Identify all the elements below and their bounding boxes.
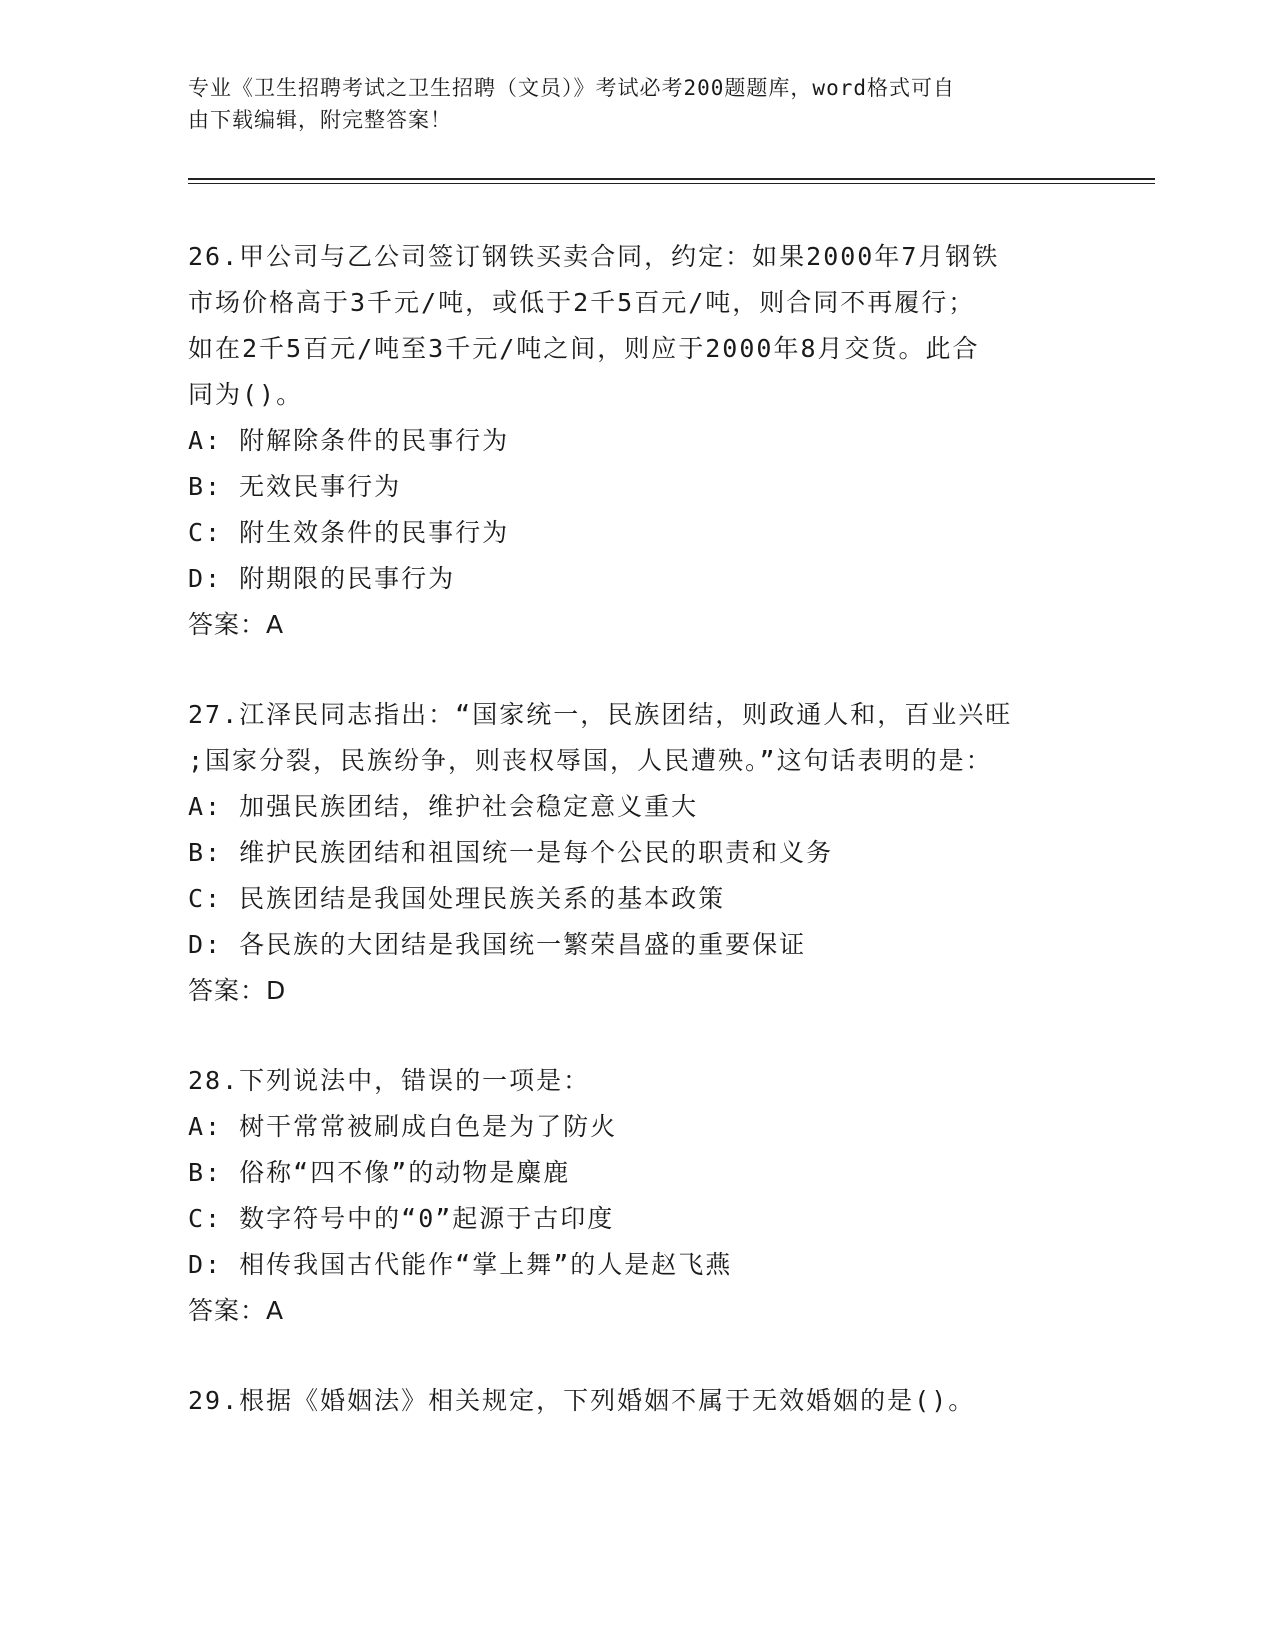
question-gap [188, 648, 1088, 692]
header-divider-top [188, 178, 1155, 180]
question-27 [188, 692, 1088, 1014]
option-d: D: 相传我国古代能作“掌上舞”的人是赵飞燕 [188, 1250, 733, 1279]
option-c: C: 民族团结是我国处理民族关系的基本政策 [188, 884, 726, 913]
option-b: B: 维护民族团结和祖国统一是每个公民的职责和义务 [188, 838, 834, 867]
option-b: B: 俗称“四不像”的动物是麋鹿 [188, 1158, 571, 1187]
option-d: D: 各民族的大团结是我国统一繁荣昌盛的重要保证 [188, 930, 807, 959]
answer-line: 答案：A [188, 1296, 285, 1325]
question-26 [188, 234, 1088, 648]
question-text-line: 27.江泽民同志指出：“国家统一，民族团结，则政通人和，百业兴旺 [188, 700, 1013, 729]
question-29 [188, 1378, 1088, 1424]
option-b: B: 无效民事行为 [188, 472, 402, 501]
option-d: D: 附期限的民事行为 [188, 564, 456, 593]
option-a: A: 树干常常被刷成白色是为了防火 [188, 1112, 618, 1141]
option-a: A: 加强民族团结，维护社会稳定意义重大 [188, 792, 699, 821]
answer-line: 答案：A [188, 610, 285, 639]
question-gap [188, 1014, 1088, 1058]
question-text-line: ;国家分裂，民族纷争，则丧权辱国，人民遭殃。”这句话表明的是： [188, 746, 993, 775]
question-gap [188, 1334, 1088, 1378]
question-text-line: 29.根据《婚姻法》相关规定，下列婚姻不属于无效婚姻的是()。 [188, 1386, 976, 1415]
option-c: C: 附生效条件的民事行为 [188, 518, 510, 547]
question-list [188, 234, 1088, 1424]
question-text-line: 26.甲公司与乙公司签订钢铁买卖合同，约定：如果2000年7月钢铁 [188, 242, 1000, 271]
document-header [188, 72, 1068, 136]
question-text-line: 同为()。 [188, 380, 304, 409]
header-divider-bottom [188, 183, 1155, 184]
option-c: C: 数字符号中的“0”起源于古印度 [188, 1204, 615, 1233]
header-line-1: 专业《卫生招聘考试之卫生招聘（文员）》考试必考200题题库，word格式可自 [188, 76, 955, 100]
question-text-line: 28.下列说法中，错误的一项是： [188, 1066, 591, 1095]
answer-line: 答案：D [188, 976, 287, 1005]
question-text-line: 如在2千5百元/吨至3千元/吨之间，则应于2000年8月交货。此合 [188, 334, 980, 363]
question-text-line: 市场价格高于3千元/吨，或低于2千5百元/吨，则合同不再履行； [188, 288, 976, 317]
question-28 [188, 1058, 1088, 1334]
option-a: A: 附解除条件的民事行为 [188, 426, 510, 455]
header-line-2: 由下载编辑，附完整答案！ [188, 108, 452, 132]
